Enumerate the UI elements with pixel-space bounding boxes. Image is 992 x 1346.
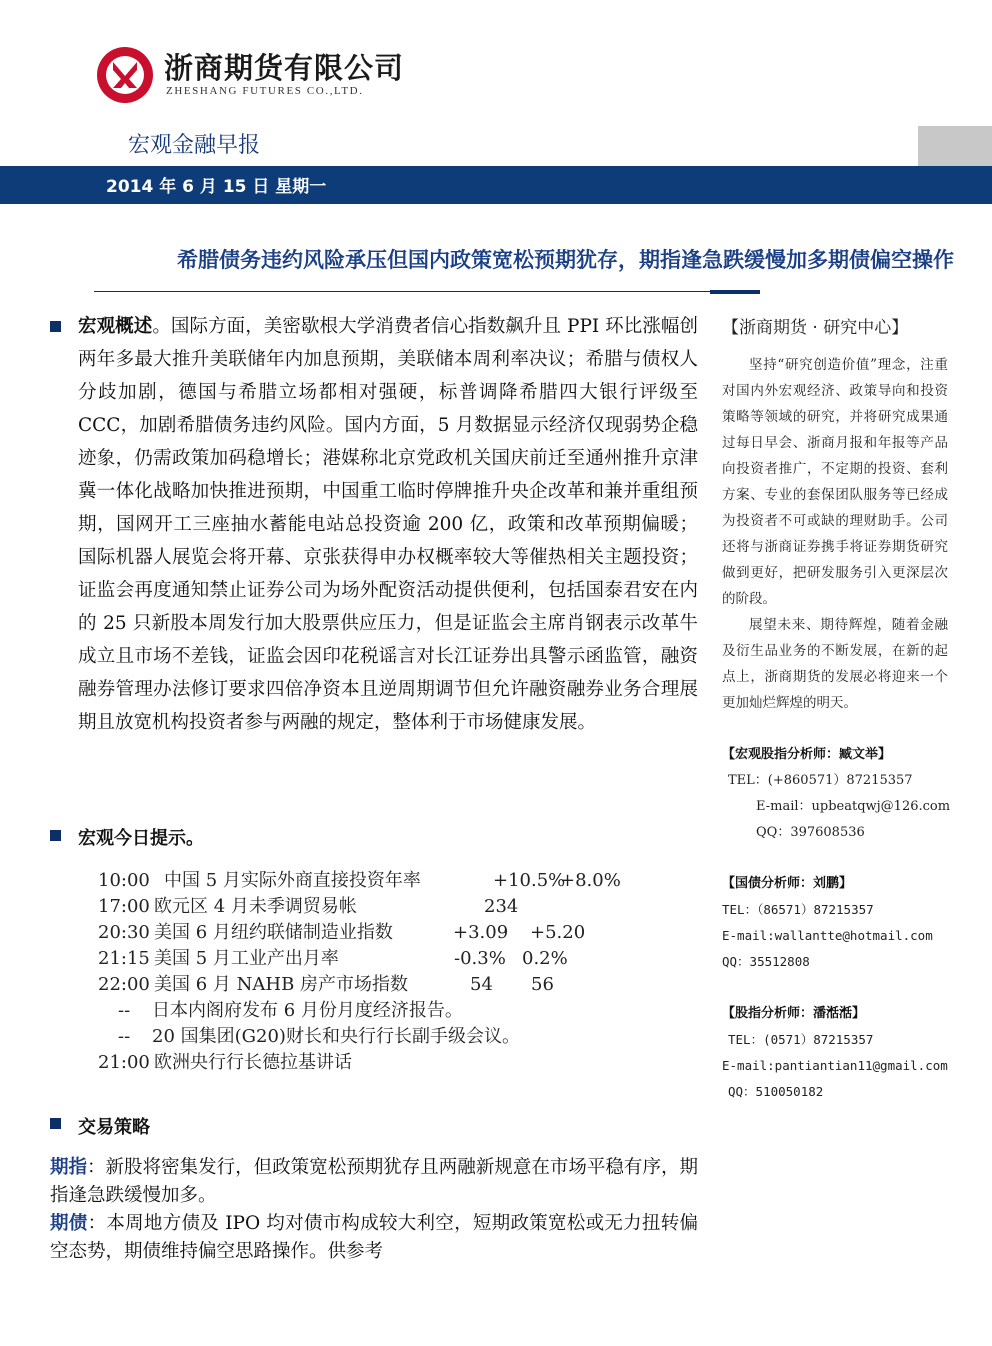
bullet-icon xyxy=(50,321,61,332)
analyst-tel: TEL：(+860571）87215357 xyxy=(728,773,913,788)
overview-paragraph xyxy=(78,310,698,739)
schedule-time: 20:30 xyxy=(98,922,150,943)
schedule-forecast: 56 xyxy=(531,974,554,995)
analyst-card xyxy=(722,742,950,846)
schedule-forecast: +5.20 xyxy=(530,922,586,943)
headline-rule xyxy=(94,291,710,292)
headline: 希腊债务违约风险承压但国内政策宽松预期犹存，期指逢急跌缓慢加多期债偏空操作 xyxy=(177,248,954,272)
strategy-futures-index xyxy=(50,1154,698,1210)
sidebar-title: 【浙商期货 · 研究中心】 xyxy=(722,318,909,338)
sidebar-description xyxy=(722,352,948,716)
futures-index-label: 期指 xyxy=(50,1157,88,1178)
schedule-time: -- xyxy=(118,1026,131,1047)
analyst-qq: QQ：510050182 xyxy=(728,1084,824,1099)
schedule-time: 22:00 xyxy=(98,974,150,995)
report-type: 宏观金融早报 xyxy=(128,133,261,158)
header-tab-decoration xyxy=(918,126,992,166)
bullet-icon xyxy=(50,1118,61,1129)
strategy-bond xyxy=(50,1210,698,1266)
analyst-title: 【股指分析师：潘湉湉】 xyxy=(722,1006,866,1021)
analyst-title: 【宏观股指分析师：臧文举】 xyxy=(722,747,892,762)
schedule-event: 美国 5 月工业产出月率 xyxy=(154,948,339,969)
strategy-title: 交易策略 xyxy=(78,1117,150,1138)
schedule-event: 20 国集团(G20)财长和央行行长副手级会议。 xyxy=(152,1026,520,1047)
analyst-card xyxy=(722,871,933,975)
schedule-time: 21:00 xyxy=(98,1052,150,1073)
schedule-event: 日本内阁府发布 6 月份月度经济报告。 xyxy=(152,1000,463,1021)
schedule-time: 10:00 xyxy=(98,870,150,891)
bond-label: 期债 xyxy=(50,1213,88,1234)
analyst-qq: QQ：397608536 xyxy=(756,825,865,840)
sidebar-desc-paragraph: 展望未来、期待辉煌，随着金融及衍生品业务的不断发展，在新的起点上，浙商期货的发展必将迎来一个更加灿烂辉煌的明天。 xyxy=(722,617,948,711)
analyst-qq: QQ：35512808 xyxy=(722,954,810,969)
schedule-prev: -0.3% xyxy=(454,948,506,969)
report-date: 2014 年 6 月 15 日 星期一 xyxy=(106,177,327,197)
analyst-title: 【国债分析师：刘鹏】 xyxy=(722,876,853,891)
futures-index-text: ：新股将密集发行，但政策宽松预期犹存且两融新规意在市场平稳有序，期指逢急跌缓慢加多。 xyxy=(50,1157,698,1206)
company-name-en: ZHESHANG FUTURES CO.,LTD. xyxy=(166,85,364,97)
headline-rule-accent xyxy=(710,290,760,294)
strategy-block xyxy=(50,1154,698,1266)
overview-title: 宏观概述 xyxy=(78,316,153,337)
analyst-email[interactable]: E-mail：upbeatqwj@126.com xyxy=(756,799,951,814)
bullet-icon xyxy=(50,830,61,841)
schedule-prev: +3.09 xyxy=(453,922,509,943)
analyst-email[interactable]: E-mail:pantiantian11@gmail.com xyxy=(722,1058,948,1073)
schedule-forecast: +8.0% xyxy=(560,870,621,891)
sidebar-desc-paragraph: 坚持“研究创造价值”理念，注重对国内外宏观经济、政策导向和投资策略等领域的研究，并将研究成果通过每日早会、浙商月报和年报等产品向投资者推广，不定期的投资、套利方案、专业的套保团队服务等已经成为投资者不可或缺的理财助手。公司还将与浙商证券携手将证券期货研究做到更好，把研发服务引入更深层次的阶段。 xyxy=(722,357,948,607)
company-name-cn: 浙商期货有限公司 xyxy=(164,51,405,85)
schedule-event: 美国 6 月 NAHB 房产市场指数 xyxy=(154,974,409,995)
schedule-event: 欧元区 4 月未季调贸易帐 xyxy=(154,896,357,917)
schedule-time: 17:00 xyxy=(98,896,150,917)
schedule-time: -- xyxy=(118,1000,131,1021)
analyst-tel: TEL：（86571）87215357 xyxy=(722,902,874,917)
analyst-email[interactable]: E-mail:wallantte@hotmail.com xyxy=(722,928,933,943)
analyst-tel: TEL：(0571）87215357 xyxy=(728,1032,874,1047)
bond-text: ：本周地方债及 IPO 均对债市构成较大利空，短期政策宽松或无力扭转偏空态势，期债维持偏空思路操作。供参考 xyxy=(50,1213,698,1262)
schedule-event: 欧洲央行行长德拉基讲话 xyxy=(154,1052,352,1073)
company-logo-icon xyxy=(96,46,154,104)
schedule-event: 中国 5 月实际外商直接投资年率 xyxy=(164,870,421,891)
schedule-time: 21:15 xyxy=(98,948,150,969)
schedule-forecast: 0.2% xyxy=(522,948,568,969)
overview-text: 。国际方面，美密歇根大学消费者信心指数飙升且 PPI 环比涨幅创两年多最大推升美联储年内加息预期，美联储本周利率决议；希腊与债权人分歧加剧，德国与希腊立场都相对强硬，标普调降希腊四大银行评级至 CCC，加剧希腊债务违约风险。国内方面，5 月数据显示经济仅现弱势企稳迹象，仍需政策加码稳增长；港媒称北京党政机关国庆前迁至通州推升京津冀一体化战略加快推进预期，中国重工临时停牌推升央企改革和兼并重组预期，国网开工三座抽水蓄能电站总投资逾 200 亿，政策和改革预期偏暖；国际机器人展览会将开幕、京张获得申办权概率较大等催热相关主题投资；证监会再度通知禁止证券公司为场外配资活动提供便利，包括国泰君安在内的 25 只新股本周发行加大股票供应压力，但是证监会主席肖钢表示改革牛成立且市场不差钱，证监会因印花税谣言对长江证券出具警示函监管，融资融券管理办法修订要求四倍净资本且逆周期调节但允许融资融券业务合理展期且放宽机构投资者参与两融的规定，整体利于市场健康发展。 xyxy=(78,316,698,733)
schedule-prev: 234 xyxy=(484,896,519,917)
analyst-card xyxy=(722,1001,948,1105)
today-title: 宏观今日提示。 xyxy=(78,828,204,849)
schedule-event: 美国 6 月纽约联储制造业指数 xyxy=(154,922,393,943)
schedule-prev: 54 xyxy=(470,974,493,995)
schedule-prev: +10.5% xyxy=(493,870,566,891)
